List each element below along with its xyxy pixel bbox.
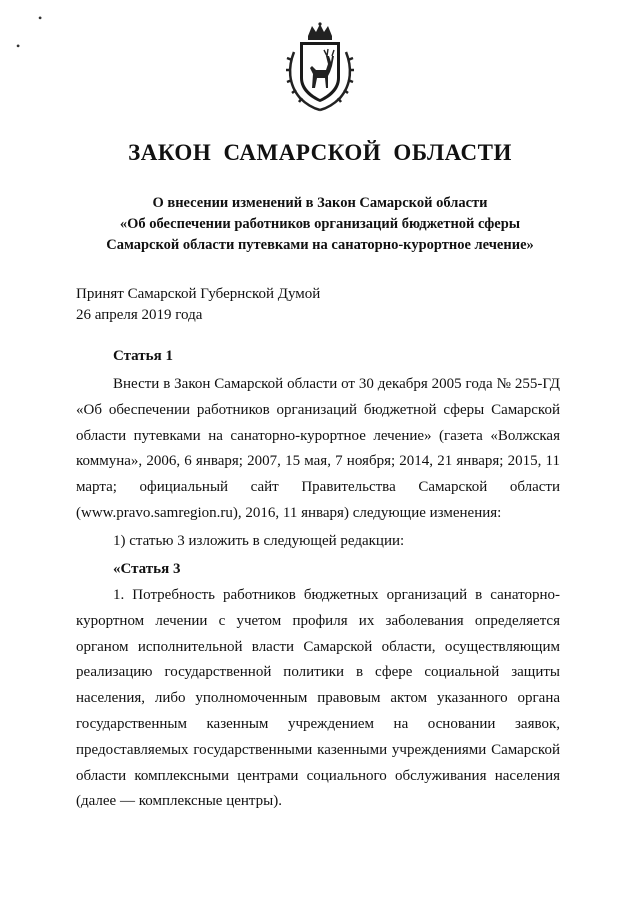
adoption-info — [76, 284, 320, 326]
article-3-heading: «Статья 3 — [113, 561, 181, 577]
adoption-date: 26 апреля 2019 года — [76, 307, 203, 323]
scan-mark: • — [38, 11, 43, 25]
subtitle-line: О внесении изменений в Закон Самарской области — [152, 195, 488, 211]
article-1-paragraph: Внести в Закон Самарской области от 30 декабря 2005 года № 255-ГД «Об обеспечении работников организаций бюджетной сферы Самарской области путевками на санаторно-курортное лечение» (газета «Волжская коммуна», 2006, 6 января; 2007, 15 мая, 7 ноября; 2014, 21 января; 2015, 11 марта; официальный сайт Правительства Самарской области (www.pravo.samregion.ru), 2016, 11 января) следующие изменения: — [76, 376, 560, 521]
article-1-item-1: 1) статью 3 изложить в следующей редакции: — [113, 533, 405, 549]
subtitle-line: Самарской области путевками на санаторно-курортное лечение» — [106, 237, 534, 253]
subtitle-line: «Об обеспечении работников организаций бюджетной сферы — [119, 216, 521, 232]
article-1-heading: Статья 1 — [113, 348, 173, 364]
scan-mark: • — [16, 39, 21, 53]
samara-coat-of-arms-icon — [282, 22, 358, 112]
document-title: ЗАКОН САМАРСКОЙ ОБЛАСТИ — [128, 140, 512, 165]
article-3-paragraph: 1. Потребность работников бюджетных организаций в санаторно-курортном лечении с учетом профиля их заболевания определяется органом исполнительной власти Самарской области, осуществляющим реализацию государственной политики в сфере социальной защиты населения, либо уполномоченным правовым актом указанного органа государственным казенным учреждением на основании заявок, предоставляемых государственными казенными учреждениями Самарской области комплексными центрами социального обслуживания населения (далее — комплексные центры). — [76, 587, 560, 810]
document-subtitle — [60, 193, 580, 256]
adoption-body: Принят Самарской Губернской Думой — [76, 286, 321, 302]
